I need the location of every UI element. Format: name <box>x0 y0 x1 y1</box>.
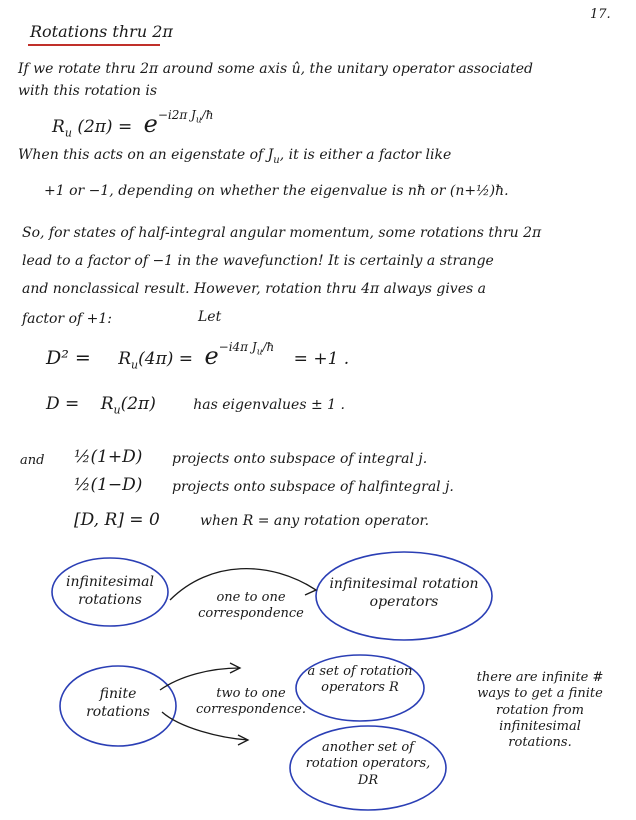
projector-halfintegral: ½(1−D) <box>74 475 143 495</box>
projector-halfintegral-text: projects onto subspace of halfintegral j. <box>172 479 454 495</box>
equation-d-squared: $D^2 = R_u(4\pi) = e^{-i4\pi J_u/ħ} = +1$ . <box>46 340 350 372</box>
and-label: and <box>20 453 45 468</box>
para3-line1: So, for states of half-integral angular momentum, some rotations thru 2π <box>22 225 542 241</box>
para1-line1: If we rotate thru 2π around some axis û, the unitary operator associated <box>18 61 534 77</box>
rotation-operators-r-label: a set of rotation operators R <box>307 664 413 696</box>
equation-d: $D = R_u(2\pi)$ has eigenvalues ± 1 . <box>46 394 345 417</box>
projector-integral-text: projects onto subspace of integral j. <box>172 451 428 467</box>
para3-line2: lead to a factor of −1 in the wavefunction! It is certainly a strange <box>22 253 494 269</box>
page-number: 17. <box>590 7 611 22</box>
infinitesimal-rotations-label: infinitesimal rotations <box>66 574 154 608</box>
one-to-one-label: one to one correspondence <box>198 590 304 622</box>
two-to-one-label: two to one correspondence. <box>196 686 306 718</box>
side-note: there are infinite # ways to get a finite rotation from infinitesimal rotations. <box>476 670 604 750</box>
para2-line1: When this acts on an eigenstate of $J_u$, it is either a factor like <box>18 147 452 166</box>
finite-rotations-label: finite rotations <box>86 686 150 720</box>
para3-line3: and nonclassical result. However, rotation thru 4π always gives a <box>22 281 486 297</box>
para1-line2: with this rotation is <box>18 83 158 99</box>
commutator-text: when R = any rotation operator. <box>200 513 430 529</box>
infinitesimal-operators-label: infinitesimal rotation operators <box>329 576 479 610</box>
rotation-operators-dr-label: another set of rotation operators, DR <box>305 740 431 788</box>
para3-line4: factor of +1: <box>22 311 112 327</box>
projector-integral: ½(1+D) <box>74 447 143 467</box>
let-label: Let <box>198 309 222 325</box>
equation-rotation-2pi: $R_u$ $(2\pi) = e^{-i2\pi J_u/ħ}$ <box>52 108 214 140</box>
para2-line2: +1 or −1, depending on whether the eigenvalue is nħ or (n+½)ħ. <box>44 183 509 199</box>
commutator: [D, R] = 0 <box>74 510 160 530</box>
page-title: Rotations thru 2π <box>30 22 173 41</box>
